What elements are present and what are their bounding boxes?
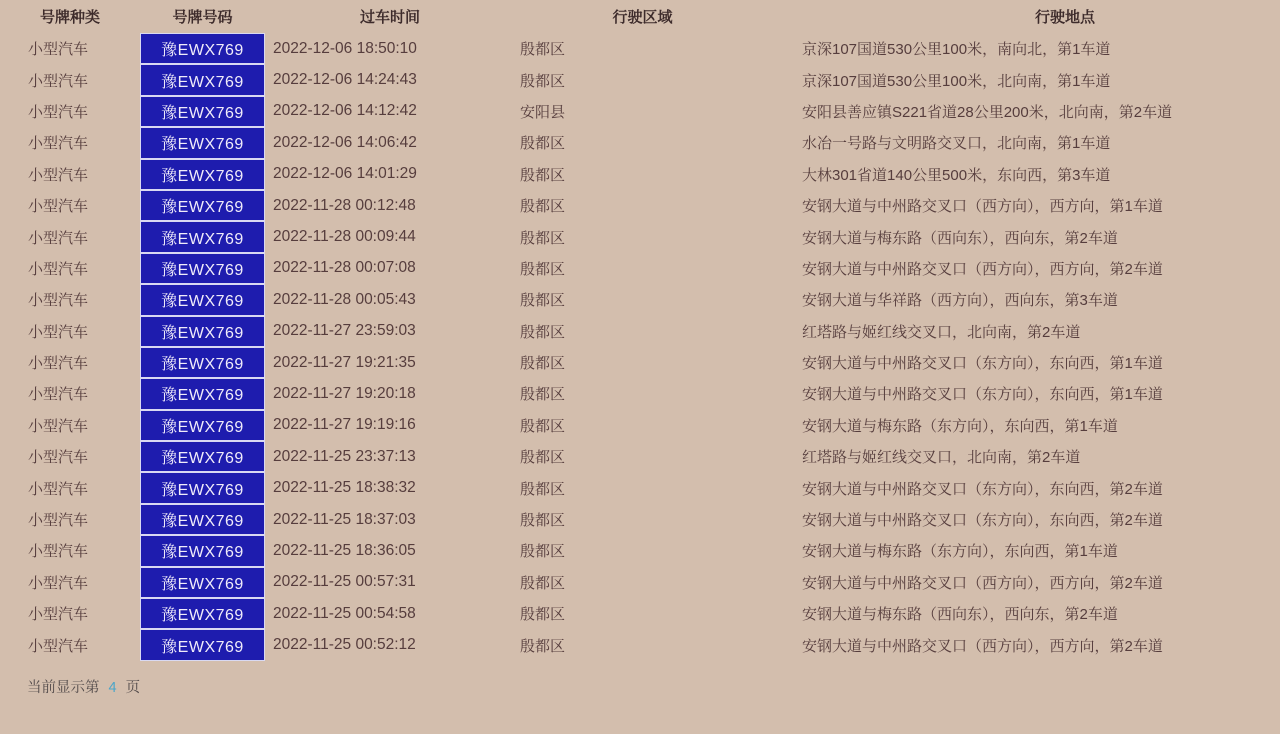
pass-time-cell: 2022-11-25 18:37:03	[273, 510, 416, 528]
pass-time-cell: 2022-11-25 18:36:05	[273, 541, 416, 559]
table-row	[0, 284, 1280, 315]
pass-time-cell: 2022-11-28 00:05:43	[273, 290, 416, 308]
district-cell: 殷都区	[520, 386, 566, 404]
pass-time-cell: 2022-11-25 00:57:31	[273, 573, 416, 591]
vehicle-type-cell: 小型汽车	[28, 543, 89, 561]
location-cell: 红塔路与姬红线交叉口，北向南，第2车道	[802, 449, 1081, 467]
pass-time-cell: 2022-11-28 00:09:44	[273, 228, 416, 246]
table-row	[0, 410, 1280, 441]
vehicle-type-cell: 小型汽车	[28, 103, 89, 121]
district-cell: 殷都区	[520, 417, 566, 435]
vehicle-type-cell: 小型汽车	[28, 41, 89, 59]
pagination-prefix: 当前显示第	[27, 679, 100, 696]
location-cell: 安钢大道与梅东路（东方向），东向西，第1车道	[802, 543, 1118, 561]
table-header-row	[0, 0, 1280, 33]
table-row	[0, 504, 1280, 535]
vehicle-type-cell: 小型汽车	[28, 637, 89, 655]
pass-time-cell: 2022-11-28 00:07:08	[273, 259, 416, 277]
column-header-plate-type: 号牌种类	[39, 9, 100, 26]
location-cell: 安钢大道与梅东路（西向东），西向东，第2车道	[802, 606, 1118, 624]
pass-time-cell: 2022-12-06 14:06:42	[273, 133, 417, 151]
district-cell: 殷都区	[520, 449, 566, 467]
plate-number-badge[interactable]: 豫EWX769	[140, 284, 265, 315]
pagination-status	[27, 676, 1280, 697]
district-cell: 殷都区	[520, 606, 566, 624]
location-cell: 安钢大道与中州路交叉口（西方向），西方向，第1车道	[802, 198, 1163, 216]
vehicle-type-cell: 小型汽车	[28, 417, 89, 435]
location-cell: 京深107国道530公里100米，南向北，第1车道	[802, 41, 1111, 59]
location-cell: 安钢大道与中州路交叉口（东方向），东向西，第1车道	[802, 355, 1163, 373]
pass-time-cell: 2022-11-27 19:21:35	[273, 353, 416, 371]
plate-number-badge[interactable]: 豫EWX769	[140, 221, 265, 252]
column-header-driving-location: 行驶地点	[1034, 9, 1095, 26]
vehicle-type-cell: 小型汽车	[28, 292, 89, 310]
pass-time-cell: 2022-12-06 18:50:10	[273, 39, 417, 57]
vehicle-type-cell: 小型汽车	[28, 512, 89, 530]
location-cell: 安钢大道与中州路交叉口（西方向），西方向，第2车道	[802, 637, 1163, 655]
location-cell: 京深107国道530公里100米，北向南，第1车道	[802, 72, 1111, 90]
plate-number-badge[interactable]: 豫EWX769	[140, 567, 265, 598]
district-cell: 殷都区	[520, 543, 566, 561]
plate-number-badge[interactable]: 豫EWX769	[140, 472, 265, 503]
plate-number-badge[interactable]: 豫EWX769	[140, 347, 265, 378]
location-cell: 水冶一号路与文明路交叉口，北向南，第1车道	[802, 135, 1111, 153]
plate-number-badge[interactable]: 豫EWX769	[140, 441, 265, 472]
location-cell: 安钢大道与中州路交叉口（西方向），西方向，第2车道	[802, 260, 1163, 278]
table-row	[0, 190, 1280, 221]
location-cell: 安阳县善应镇S221省道28公里200米，北向南，第2车道	[802, 103, 1173, 121]
plate-number-badge[interactable]: 豫EWX769	[140, 410, 265, 441]
location-cell: 大林301省道140公里500米，东向西，第3车道	[802, 166, 1111, 184]
location-cell: 安钢大道与中州路交叉口（东方向），东向西，第2车道	[802, 512, 1163, 530]
vehicle-type-cell: 小型汽车	[28, 72, 89, 90]
district-cell: 殷都区	[520, 166, 566, 184]
table-row	[0, 567, 1280, 598]
table-body	[0, 33, 1280, 661]
table-row	[0, 64, 1280, 95]
table-row	[0, 33, 1280, 64]
district-cell: 殷都区	[520, 512, 566, 530]
vehicle-type-cell: 小型汽车	[28, 198, 89, 216]
pass-time-cell: 2022-11-25 00:54:58	[273, 604, 416, 622]
plate-number-badge[interactable]: 豫EWX769	[140, 33, 265, 64]
vehicle-type-cell: 小型汽车	[28, 480, 89, 498]
pass-time-cell: 2022-11-28 00:12:48	[273, 196, 416, 214]
table-row	[0, 535, 1280, 566]
table-row	[0, 441, 1280, 472]
plate-number-badge[interactable]: 豫EWX769	[140, 190, 265, 221]
plate-number-badge[interactable]: 豫EWX769	[140, 598, 265, 629]
plate-number-badge[interactable]: 豫EWX769	[140, 504, 265, 535]
vehicle-type-cell: 小型汽车	[28, 606, 89, 624]
plate-number-badge[interactable]: 豫EWX769	[140, 316, 265, 347]
district-cell: 殷都区	[520, 574, 566, 592]
district-cell: 殷都区	[520, 480, 566, 498]
district-cell: 殷都区	[520, 72, 566, 90]
pass-time-cell: 2022-11-27 19:19:16	[273, 416, 416, 434]
district-cell: 殷都区	[520, 260, 566, 278]
location-cell: 安钢大道与中州路交叉口（西方向），西方向，第2车道	[802, 574, 1163, 592]
district-cell: 殷都区	[520, 355, 566, 373]
table-row	[0, 127, 1280, 158]
table-row	[0, 159, 1280, 190]
column-header-driving-area: 行驶区域	[612, 9, 673, 26]
pass-time-cell: 2022-11-27 19:20:18	[273, 384, 416, 402]
location-cell: 安钢大道与中州路交叉口（东方向），东向西，第2车道	[802, 480, 1163, 498]
vehicle-type-cell: 小型汽车	[28, 449, 89, 467]
table-row	[0, 598, 1280, 629]
pass-time-cell: 2022-11-25 18:38:32	[273, 479, 416, 497]
location-cell: 安钢大道与梅东路（西向东），西向东，第2车道	[802, 229, 1118, 247]
current-page-number: 4	[108, 679, 117, 696]
district-cell: 殷都区	[520, 637, 566, 655]
pass-time-cell: 2022-12-06 14:12:42	[273, 102, 417, 120]
location-cell: 红塔路与姬红线交叉口，北向南，第2车道	[802, 323, 1081, 341]
plate-number-badge[interactable]: 豫EWX769	[140, 253, 265, 284]
table-row	[0, 316, 1280, 347]
table-row	[0, 378, 1280, 409]
pagination-suffix: 页	[125, 679, 141, 696]
column-header-pass-time: 过车时间	[359, 9, 420, 26]
pass-time-cell: 2022-11-25 00:52:12	[273, 636, 416, 654]
district-cell: 安阳县	[520, 103, 566, 121]
vehicle-type-cell: 小型汽车	[28, 323, 89, 341]
vehicle-type-cell: 小型汽车	[28, 260, 89, 278]
plate-number-badge[interactable]: 豫EWX769	[140, 629, 265, 660]
district-cell: 殷都区	[520, 292, 566, 310]
district-cell: 殷都区	[520, 323, 566, 341]
location-cell: 安钢大道与华祥路（西方向），西向东，第3车道	[802, 292, 1118, 310]
plate-number-badge[interactable]: 豫EWX769	[140, 159, 265, 190]
plate-number-badge[interactable]: 豫EWX769	[140, 535, 265, 566]
vehicle-type-cell: 小型汽车	[28, 229, 89, 247]
plate-number-badge[interactable]: 豫EWX769	[140, 378, 265, 409]
vehicle-type-cell: 小型汽车	[28, 386, 89, 404]
table-row	[0, 221, 1280, 252]
table-row	[0, 472, 1280, 503]
district-cell: 殷都区	[520, 229, 566, 247]
table-row	[0, 347, 1280, 378]
vehicle-type-cell: 小型汽车	[28, 166, 89, 184]
location-cell: 安钢大道与梅东路（东方向），东向西，第1车道	[802, 417, 1118, 435]
table-row	[0, 629, 1280, 660]
location-cell: 安钢大道与中州路交叉口（东方向），东向西，第1车道	[802, 386, 1163, 404]
pass-time-cell: 2022-11-25 23:37:13	[273, 447, 416, 465]
vehicle-type-cell: 小型汽车	[28, 574, 89, 592]
table-row	[0, 253, 1280, 284]
district-cell: 殷都区	[520, 41, 566, 59]
district-cell: 殷都区	[520, 198, 566, 216]
pass-time-cell: 2022-12-06 14:24:43	[273, 71, 417, 89]
table-row	[0, 96, 1280, 127]
pass-time-cell: 2022-12-06 14:01:29	[273, 165, 417, 183]
plate-number-badge[interactable]: 豫EWX769	[140, 96, 265, 127]
plate-number-badge[interactable]: 豫EWX769	[140, 127, 265, 158]
vehicle-type-cell: 小型汽车	[28, 355, 89, 373]
pass-time-cell: 2022-11-27 23:59:03	[273, 322, 416, 340]
plate-number-badge[interactable]: 豫EWX769	[140, 64, 265, 95]
district-cell: 殷都区	[520, 135, 566, 153]
column-header-plate-number: 号牌号码	[172, 9, 233, 26]
vehicle-type-cell: 小型汽车	[28, 135, 89, 153]
